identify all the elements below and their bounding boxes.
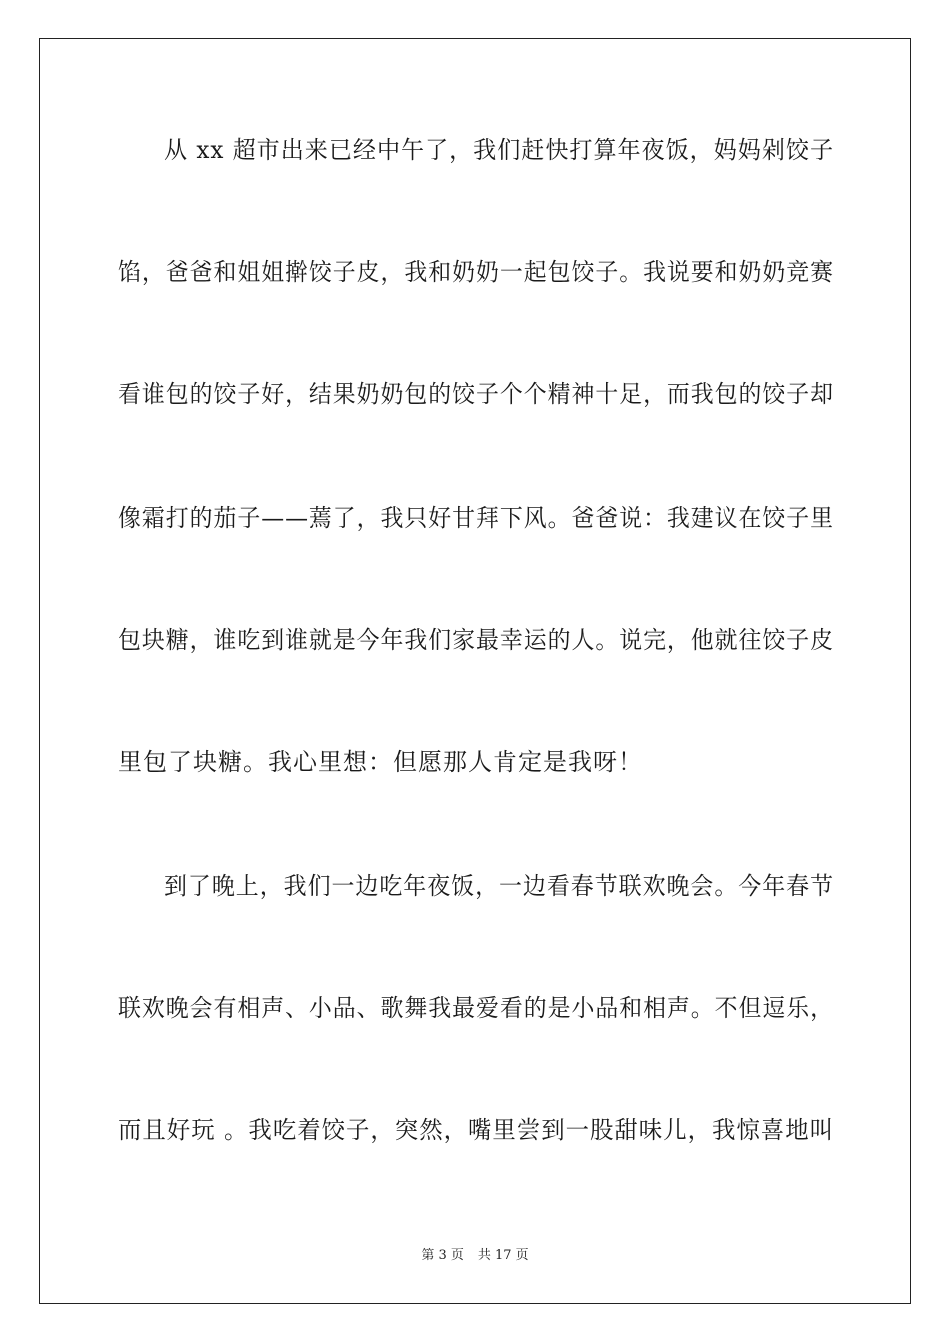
page-border	[39, 38, 911, 1304]
page-footer	[0, 1248, 950, 1264]
page-number: 第 3 页	[421, 1248, 464, 1263]
paragraph-1-line-1: 从 xx 超市出来已经中午了，我们赶快打算年夜饭，妈妈剁饺子	[164, 136, 834, 164]
paragraph-1-line-2: 馅，爸爸和姐姐擀饺子皮，我和奶奶一起包饺子。我说要和奶奶竞赛	[118, 258, 834, 286]
paragraph-2-line-2: 联欢晚会有相声、小品、歌舞我最爱看的是小品和相声。不但逗乐，	[118, 994, 834, 1022]
paragraph-1-line-3: 看谁包的饺子好，结果奶奶包的饺子个个精神十足，而我包的饺子却	[118, 380, 834, 408]
paragraph-1-line-6: 里包了块糖。我心里想：但愿那人肯定是我呀！	[118, 748, 643, 776]
paragraph-2-line-3: 而且好玩 。我吃着饺子，突然，嘴里尝到一股甜味儿，我惊喜地叫	[118, 1116, 834, 1144]
paragraph-2-line-1: 到了晚上，我们一边吃年夜饭，一边看春节联欢晚会。今年春节	[164, 872, 834, 900]
paragraph-1-line-5: 包块糖，谁吃到谁就是今年我们家最幸运的人。说完，他就往饺子皮	[118, 626, 834, 654]
page-total: 共 17 页	[477, 1248, 529, 1263]
paragraph-1-line-4: 像霜打的茄子——蔫了，我只好甘拜下风。爸爸说：我建议在饺子里	[118, 504, 834, 532]
